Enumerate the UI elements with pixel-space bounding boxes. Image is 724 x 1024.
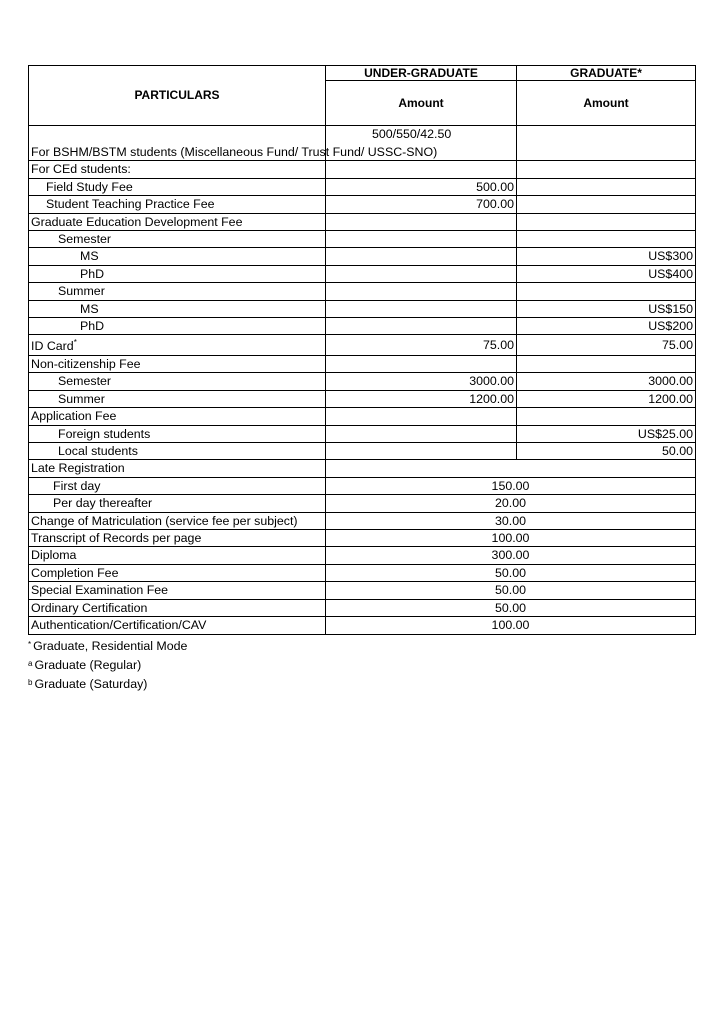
combined-value: 100.00 bbox=[326, 530, 696, 547]
row-label: Foreign students bbox=[29, 425, 326, 442]
table-row bbox=[29, 318, 696, 335]
row-label: Graduate Education Development Fee bbox=[29, 213, 326, 230]
graduate-value bbox=[517, 231, 696, 248]
row-label: Diploma bbox=[29, 547, 326, 564]
row-label bbox=[29, 335, 326, 356]
fee-schedule bbox=[28, 65, 695, 694]
graduate-value: US$300 bbox=[517, 248, 696, 265]
undergrad-value: 3000.00 bbox=[326, 373, 517, 390]
row-label: MS bbox=[29, 300, 326, 317]
undergrad-value bbox=[326, 248, 517, 265]
row-label: Local students bbox=[29, 443, 326, 460]
undergrad-value bbox=[326, 161, 517, 178]
combined-value: 20.00 bbox=[326, 495, 696, 512]
footnote-mark: * bbox=[73, 338, 77, 348]
table-row bbox=[29, 161, 696, 178]
footnote-mark: a bbox=[28, 658, 33, 668]
graduate-value: 3000.00 bbox=[517, 373, 696, 390]
footnote-mark: b bbox=[28, 677, 33, 687]
graduate-value bbox=[517, 356, 696, 373]
table-row bbox=[29, 356, 696, 373]
row-label: Special Examination Fee bbox=[29, 582, 326, 599]
footnote bbox=[28, 656, 695, 675]
table-row bbox=[29, 231, 696, 248]
table-row bbox=[29, 248, 696, 265]
header-row bbox=[29, 66, 696, 81]
graduate-value: US$400 bbox=[517, 265, 696, 282]
row-label: Field Study Fee bbox=[29, 178, 326, 195]
table-row bbox=[29, 582, 696, 599]
graduate-value: 75.00 bbox=[517, 335, 696, 356]
table-row bbox=[29, 373, 696, 390]
undergrad-value bbox=[326, 318, 517, 335]
table-row bbox=[29, 408, 696, 425]
table-row bbox=[29, 547, 696, 564]
row-label: Student Teaching Practice Fee bbox=[29, 196, 326, 213]
table-row bbox=[29, 495, 696, 512]
undergrad-value: 75.00 bbox=[326, 335, 517, 356]
row-label: Completion Fee bbox=[29, 564, 326, 581]
row-label: Change of Matriculation (service fee per subject) bbox=[29, 512, 326, 529]
undergrad-value: 1200.00 bbox=[326, 390, 517, 407]
undergrad-value bbox=[326, 265, 517, 282]
table-row bbox=[29, 390, 696, 407]
row-label: Non-citizenship Fee bbox=[29, 356, 326, 373]
row-label: First day bbox=[29, 477, 326, 494]
undergrad-value: 500.00 bbox=[326, 178, 517, 195]
undergrad-value bbox=[326, 231, 517, 248]
row-label: For CEd students: bbox=[29, 161, 326, 178]
graduate-value bbox=[517, 196, 696, 213]
combined-value: 30.00 bbox=[326, 512, 696, 529]
graduate-value bbox=[517, 161, 696, 178]
table-row bbox=[29, 335, 696, 356]
fee-table bbox=[28, 65, 696, 635]
combined-value: 100.00 bbox=[326, 617, 696, 634]
table-row bbox=[29, 213, 696, 230]
row-label: Summer bbox=[29, 390, 326, 407]
undergrad-value: 500/550/42.50 bbox=[326, 126, 517, 161]
row-label: Authentication/Certification/CAV bbox=[29, 617, 326, 634]
row-label: PhD bbox=[29, 265, 326, 282]
table-row bbox=[29, 196, 696, 213]
table-row bbox=[29, 443, 696, 460]
row-label: Summer bbox=[29, 283, 326, 300]
amount-undergrad-header: Amount bbox=[326, 81, 517, 126]
table-row bbox=[29, 564, 696, 581]
table-row bbox=[29, 617, 696, 634]
row-label: PhD bbox=[29, 318, 326, 335]
table-row bbox=[29, 283, 696, 300]
footnote-text: Graduate (Saturday) bbox=[34, 676, 148, 691]
row-label: Per day thereafter bbox=[29, 495, 326, 512]
graduate-value bbox=[517, 178, 696, 195]
combined-value bbox=[326, 460, 696, 477]
row-label: Ordinary Certification bbox=[29, 599, 326, 616]
footnote bbox=[28, 637, 695, 656]
graduate-value: US$150 bbox=[517, 300, 696, 317]
footnotes bbox=[28, 637, 695, 694]
footnote-mark: * bbox=[28, 639, 32, 649]
graduate-value: 1200.00 bbox=[517, 390, 696, 407]
undergrad-value bbox=[326, 408, 517, 425]
combined-value: 50.00 bbox=[326, 599, 696, 616]
graduate-value: US$200 bbox=[517, 318, 696, 335]
graduate-header: GRADUATE* bbox=[517, 66, 696, 81]
table-row bbox=[29, 599, 696, 616]
row-label: For BSHM/BSTM students (Miscellaneous Fund/ Trust Fund/ USSC-SNO) bbox=[29, 126, 326, 161]
table-row bbox=[29, 300, 696, 317]
footnote bbox=[28, 675, 695, 694]
footnote-text: Graduate, Residential Mode bbox=[33, 638, 188, 653]
graduate-value bbox=[517, 283, 696, 300]
id-card-label: ID Card bbox=[31, 339, 74, 354]
row-label: Transcript of Records per page bbox=[29, 530, 326, 547]
undergrad-value bbox=[326, 213, 517, 230]
row-label: Semester bbox=[29, 231, 326, 248]
amount-graduate-header: Amount bbox=[517, 81, 696, 126]
undergrad-value bbox=[326, 356, 517, 373]
row-label: Late Registration bbox=[29, 460, 326, 477]
graduate-value bbox=[517, 213, 696, 230]
table-row bbox=[29, 460, 696, 477]
undergrad-value bbox=[326, 443, 517, 460]
row-label: MS bbox=[29, 248, 326, 265]
table-row bbox=[29, 126, 696, 161]
combined-value: 50.00 bbox=[326, 564, 696, 581]
undergrad-value: 700.00 bbox=[326, 196, 517, 213]
undergrad-value bbox=[326, 425, 517, 442]
row-label: Application Fee bbox=[29, 408, 326, 425]
table-row bbox=[29, 265, 696, 282]
combined-value: 150.00 bbox=[326, 477, 696, 494]
table-row bbox=[29, 178, 696, 195]
table-row bbox=[29, 477, 696, 494]
graduate-value bbox=[517, 408, 696, 425]
graduate-value: US$25.00 bbox=[517, 425, 696, 442]
undergrad-value bbox=[326, 283, 517, 300]
footnote-text: Graduate (Regular) bbox=[34, 657, 142, 672]
graduate-value bbox=[517, 126, 696, 161]
table-row bbox=[29, 512, 696, 529]
undergrad-header: UNDER-GRADUATE bbox=[326, 66, 517, 81]
table-row bbox=[29, 530, 696, 547]
particulars-header: PARTICULARS bbox=[29, 66, 326, 126]
combined-value: 50.00 bbox=[326, 582, 696, 599]
row-label: Semester bbox=[29, 373, 326, 390]
undergrad-value bbox=[326, 300, 517, 317]
graduate-value: 50.00 bbox=[517, 443, 696, 460]
table-row bbox=[29, 425, 696, 442]
combined-value: 300.00 bbox=[326, 547, 696, 564]
